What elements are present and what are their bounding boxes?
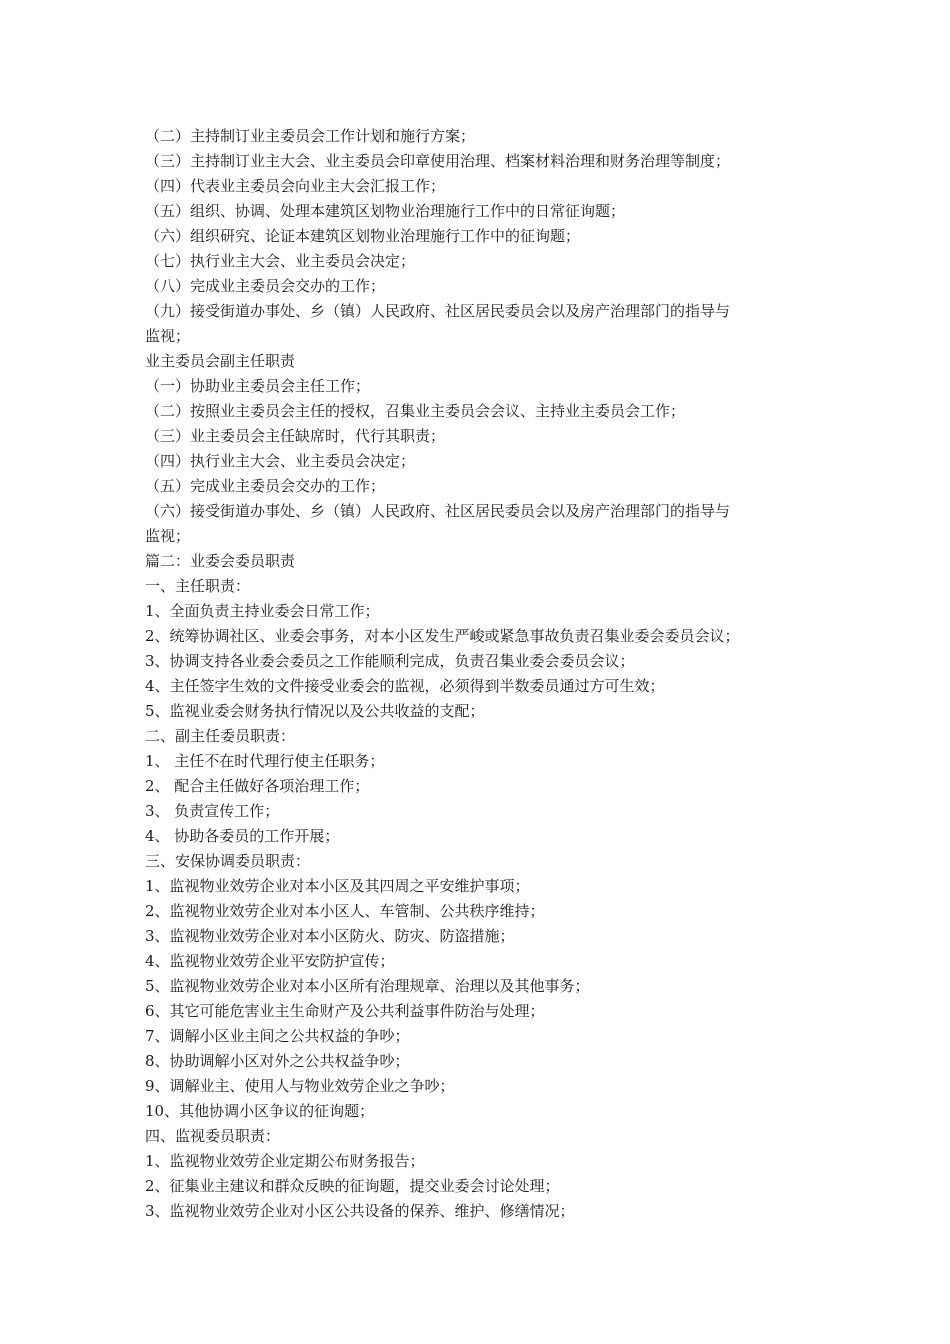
text-line: （五）完成业主委员会交办的工作； [145, 477, 386, 495]
text-line: （六）接受街道办事处、乡（镇）人民政府、社区居民委员会以及房产治理部门的指导与 [145, 502, 731, 520]
text-line: 4、主任签字生效的文件接受业委会的监视，必须得到半数委员通过方可生效； [145, 677, 665, 695]
text-line: 篇二：业委会委员职责 [145, 552, 296, 570]
text-line: （四）执行业主大会、业主委员会决定； [145, 452, 416, 470]
text-line: 二、副主任委员职责： [145, 727, 296, 745]
text-line: 一、主任职责： [145, 577, 251, 595]
text-line: 5、监视物业效劳企业对本小区所有治理规章、治理以及其他事务； [145, 977, 590, 995]
text-line: （六）组织研究、论证本建筑区划物业治理施行工作中的征询题； [145, 227, 581, 245]
text-line: 2、统筹协调社区、业委会事务，对本小区发生严峻或紧急事故负责召集业委会委员会议； [145, 627, 740, 645]
document-body [145, 124, 815, 1224]
text-line: 3、协调支持各业委会委员之工作能顺利完成，负责召集业委会委员会议； [145, 652, 635, 670]
text-line: （五）组织、协调、处理本建筑区划物业治理施行工作中的日常征询题； [145, 202, 626, 220]
text-line: 8、协助调解小区对外之公共权益争吵； [145, 1052, 410, 1070]
text-line: 业主委员会副主任职责 [145, 352, 296, 370]
text-line: 2、监视物业效劳企业对本小区人、车管制、公共秩序维持； [145, 902, 545, 920]
text-line: 1、监视物业效劳企业对本小区及其四周之平安维护事项； [145, 877, 530, 895]
text-line: （三）业主委员会主任缺席时，代行其职责； [145, 427, 446, 445]
text-line: 四、监视委员职责： [145, 1127, 281, 1145]
text-line: 5、监视业委会财务执行情况以及公共收益的支配； [145, 702, 485, 720]
text-line: 1、 主任不在时代理行使主任职务； [145, 752, 385, 770]
text-line: 3、 负责宣传工作； [145, 802, 280, 820]
text-line: （二）主持制订业主委员会工作计划和施行方案； [145, 127, 476, 145]
text-line: 2、 配合主任做好各项治理工作； [145, 777, 370, 795]
text-line: （一）协助业主委员会主任工作； [145, 377, 371, 395]
text-line: 7、调解小区业主间之公共权益的争吵； [145, 1027, 410, 1045]
text-line: （九）接受街道办事处、乡（镇）人民政府、社区居民委员会以及房产治理部门的指导与 [145, 302, 731, 320]
text-line: 3、监视物业效劳企业对小区公共设备的保养、维护、修缮情况； [145, 1202, 575, 1220]
text-line: 2、征集业主建议和群众反映的征询题，提交业委会讨论处理； [145, 1177, 560, 1195]
text-line: 1、全面负责主持业委会日常工作； [145, 602, 380, 620]
text-line: 三、安保协调委员职责： [145, 852, 311, 870]
text-line: （七）执行业主大会、业主委员会决定； [145, 252, 416, 270]
text-line: 4、监视物业效劳企业平安防护宣传； [145, 952, 395, 970]
text-line: （二）按照业主委员会主任的授权，召集业主委员会会议、主持业主委员会工作； [145, 402, 686, 420]
text-line: 4、 协助各委员的工作开展； [145, 827, 340, 845]
text-line: 1、监视物业效劳企业定期公布财务报告； [145, 1152, 425, 1170]
text-line: （八）完成业主委员会交办的工作； [145, 277, 386, 295]
text-line: 10、其他协调小区争议的征询题； [145, 1102, 375, 1120]
text-line: （三）主持制订业主大会、业主委员会印章使用治理、档案材料治理和财务治理等制度； [145, 152, 731, 170]
text-line: 9、调解业主、使用人与物业效劳企业之争吵； [145, 1077, 455, 1095]
text-line: 监视； [145, 327, 191, 345]
text-line: 监视； [145, 527, 191, 545]
text-line: （四）代表业主委员会向业主大会汇报工作； [145, 177, 446, 195]
text-line: 3、监视物业效劳企业对本小区防火、防灾、防盗措施； [145, 927, 515, 945]
text-line: 6、其它可能危害业主生命财产及公共利益事件防治与处理； [145, 1002, 545, 1020]
